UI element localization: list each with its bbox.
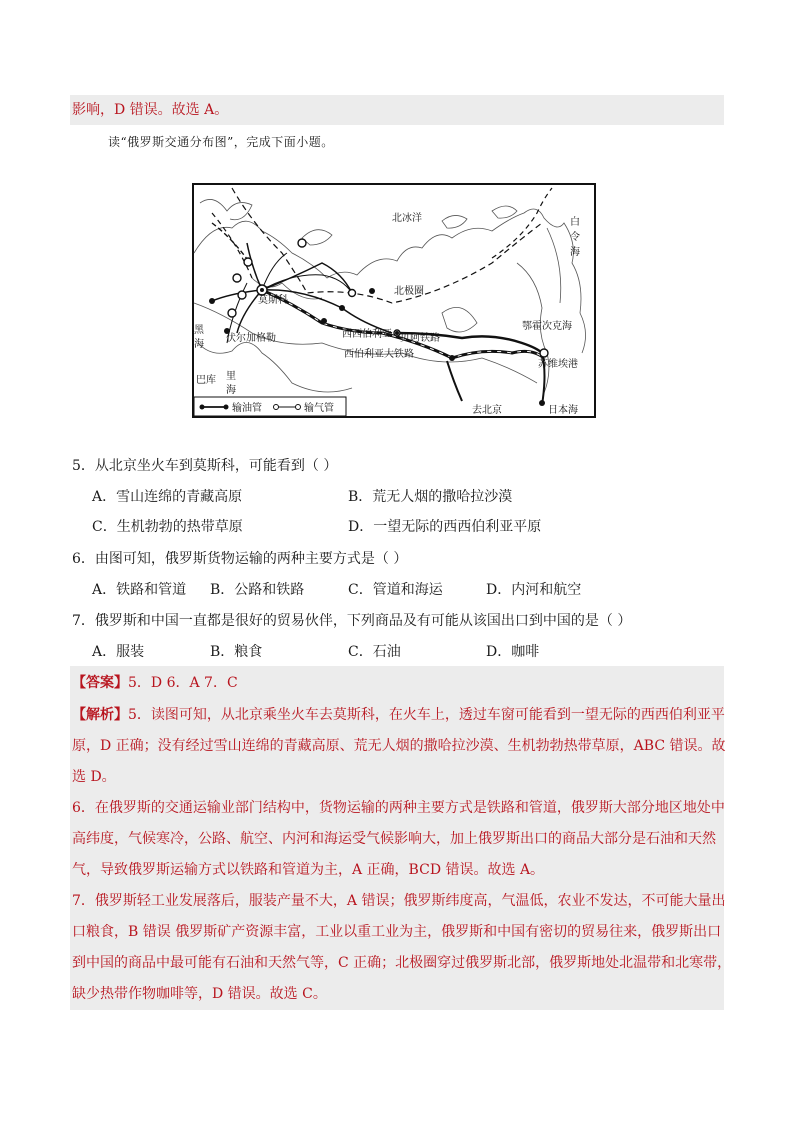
question-5-option-c: C．生机勃勃的热带草原 xyxy=(92,519,243,535)
analysis-tag: 【解析】 xyxy=(72,707,128,723)
question-5-option-a: A．雪山连绵的青藏高原 xyxy=(92,489,243,505)
question-6-option-a: A．铁路和管道 xyxy=(92,582,187,598)
question-7-stem: 7．俄罗斯和中国一直都是很好的贸易伙伴，下列商品及有可能从该国出口到中国的是（ ） xyxy=(72,613,632,629)
question-7-option-b: B．粮食 xyxy=(210,644,263,660)
label-baikal-amur: 贝阿铁路 xyxy=(400,333,440,344)
question-7-option-c: C．石油 xyxy=(348,644,401,660)
label-sea-of-japan: 日本海 xyxy=(548,405,578,416)
question-6-option-c: C．管道和海运 xyxy=(348,582,443,598)
analysis-line-5: 高纬度，气候寒冷，公路、航空、内河和海运受气候影响大，加上俄罗斯出口的商品大部分是石油和天然 xyxy=(72,831,716,847)
label-bering-1: 白 xyxy=(570,217,580,228)
label-arctic-ocean: 北冰洋 xyxy=(392,213,422,224)
answer-text: 5．D 6．A 7．C xyxy=(128,675,238,691)
label-west-siberia: 西西伯利亚 xyxy=(342,329,392,340)
label-moscow: 莫斯科 xyxy=(258,295,288,306)
label-bering-2: 令 xyxy=(570,232,580,243)
analysis-line-9: 到中国的商品中最可能有石油和天然气等，C 正确；北极圈穿过俄罗斯北部，俄罗斯地处北温带和北寒带， xyxy=(72,955,732,971)
label-caspian-2: 海 xyxy=(226,385,236,396)
label-sovetskaya-gavan: 苏维埃港 xyxy=(538,359,578,370)
analysis-line-7: 7．俄罗斯轻工业发展落后，服装产量不大，A 错误；俄罗斯纬度高，气温低，农业不发达，不可能大量出 xyxy=(72,893,726,909)
question-6-option-d: D．内河和航空 xyxy=(486,582,582,598)
question-5-option-d: D．一望无际的西西伯利亚平原 xyxy=(348,519,542,535)
label-trans-siberian: 西伯利亚大铁路 xyxy=(344,349,414,360)
legend-oil: 输油管 xyxy=(232,403,262,414)
question-6-stem: 6．由图可知，俄罗斯货物运输的两种主要方式是（ ） xyxy=(72,551,408,567)
label-okhotsk: 鄂霍次克海 xyxy=(522,321,572,332)
label-arctic-circle: 北极圈 xyxy=(394,286,424,297)
label-to-beijing: 去北京 xyxy=(472,405,502,416)
analysis-line-2: 原，D 正确；没有经过雪山连绵的青藏高原、荒无人烟的撒哈拉沙漠、生机勃勃热带草原，ABC 错误。故 xyxy=(72,738,726,754)
label-caspian-1: 里 xyxy=(226,371,236,382)
analysis-line-3: 选 D。 xyxy=(72,769,116,785)
label-bering-3: 海 xyxy=(570,247,580,258)
label-baku: 巴库 xyxy=(196,375,216,386)
analysis-line-1 xyxy=(72,705,725,725)
map-intro: 读“俄罗斯交通分布图”，完成下面小题。 xyxy=(108,135,334,149)
label-black-sea-2: 海 xyxy=(194,339,204,350)
label-volgograd: 伏尔加格勒 xyxy=(226,333,276,344)
map-legend xyxy=(194,397,346,416)
question-5-stem: 5．从北京坐火车到莫斯科，可能看到（ ） xyxy=(72,458,338,474)
analysis-line-8: 口粮食，B 错误 俄罗斯矿产资源丰富，工业以重工业为主，俄罗斯和中国有密切的贸易往来，俄罗斯出口 xyxy=(72,924,722,940)
answer-tag: 【答案】 xyxy=(72,675,128,691)
label-black-sea-1: 黑 xyxy=(194,325,204,336)
analysis-line-6: 气，导致俄罗斯运输方式以铁路和管道为主，A 正确，BCD 错误。故选 A。 xyxy=(72,862,545,878)
question-7-option-a: A．服装 xyxy=(92,644,145,660)
russia-transport-map xyxy=(192,183,596,418)
analysis-line-10: 缺少热带作物咖啡等，D 错误。故选 C。 xyxy=(72,986,327,1002)
question-7-option-d: D．咖啡 xyxy=(486,644,540,660)
previous-analysis-tail: 影响，D 错误。故选 A。 xyxy=(72,102,229,118)
analysis-line-4: 6．在俄罗斯的交通运输业部门结构中，货物运输的两种主要方式是铁路和管道，俄罗斯大部分地区地处中 xyxy=(72,800,725,816)
legend-gas: 输气管 xyxy=(304,403,334,414)
answer-line xyxy=(72,673,238,693)
analysis-text-1: 5．读图可知，从北京乘坐火车去莫斯科，在火车上，透过车窗可能看到一望无际的西西伯利亚平 xyxy=(128,707,725,723)
question-6-option-b: B．公路和铁路 xyxy=(210,582,305,598)
question-5-option-b: B．荒无人烟的撒哈拉沙漠 xyxy=(348,489,513,505)
